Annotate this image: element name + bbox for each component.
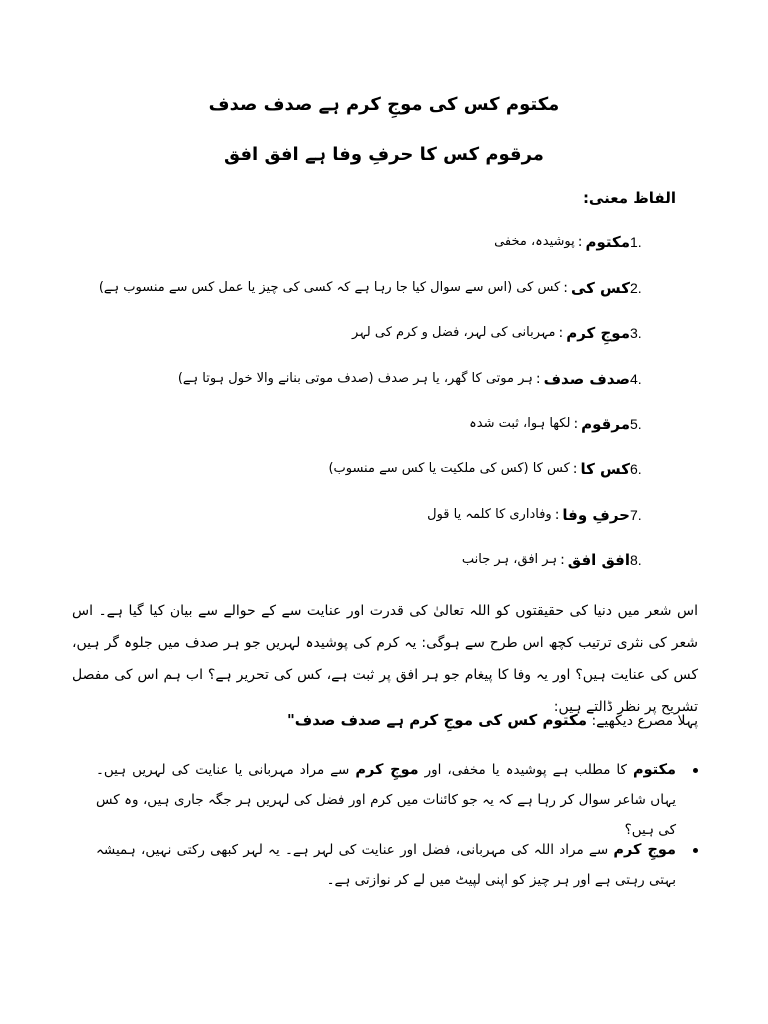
vocabulary-item — [427, 502, 656, 528]
vocabulary-separator: : — [558, 325, 564, 341]
vocabulary-item — [494, 229, 656, 255]
vocabulary-number: 4. — [630, 371, 642, 387]
first-line-prefix: پہلا مصرع دیکھیے: — [587, 713, 698, 729]
vocabulary-separator: : — [535, 371, 541, 387]
vocabulary-number: 5. — [630, 416, 642, 432]
explanation-paragraph: اس شعر میں دنیا کی حقیقتوں کو اللہ تعالیٰ کی قدرت اور عنایت سے کے حوالے سے بیان کیا گیا ہے۔ اس شعر کی نثری ترتیب کچھ اس طرح سے ہوگی: یہ کرم کی پوشیدہ لہریں جو ہر صدف میں جلوہ گر ہیں، کس کی عنایت ہیں؟ اور یہ وفا کا پیغام جو ہر افق پر ثبت ہے، کس کی تحریر ہے؟ اب ہم اس کی مفصل تشریح پر نظر ڈالتے ہیں: — [72, 603, 698, 715]
vocabulary-meaning: ہر موتی کا گھر، یا ہر صدف (صدف موتی بنانے والا خول ہوتا ہے) — [177, 371, 533, 386]
vocabulary-term: حرفِ وفا — [562, 506, 630, 524]
vocabulary-term: مکتوم — [585, 233, 630, 251]
bullet-term-2: موجِ کرم — [355, 762, 419, 778]
bullet-term: موجِ کرم — [613, 842, 676, 858]
first-line-quote: مکتوم کس کی موجِ کرم ہے صدف صدف" — [286, 711, 588, 729]
vocabulary-term: کس کی — [570, 279, 630, 297]
vocabulary-number: 7. — [630, 507, 642, 523]
vocabulary-term: مرقوم — [581, 415, 630, 433]
bullet-item — [96, 755, 698, 845]
vocabulary-separator: : — [577, 234, 583, 250]
vocabulary-number: 2. — [630, 280, 642, 296]
bullet-term: مکتوم — [632, 762, 676, 778]
bullet-text: کا مطلب ہے پوشیدہ یا مخفی، اور — [418, 762, 633, 778]
vocabulary-number: 8. — [630, 552, 642, 568]
vocabulary-number: 3. — [630, 325, 642, 341]
bullet-icon — [693, 768, 698, 773]
bullet-icon — [693, 848, 698, 853]
vocabulary-separator: : — [572, 461, 578, 477]
vocabulary-item — [469, 411, 656, 437]
vocabulary-meaning: کس کا (کس کی ملکیت یا کس سے منسوب) — [328, 461, 570, 476]
vocabulary-separator: : — [554, 507, 560, 523]
verse-line-2: مرقوم کس کا حرفِ وفا ہے افق افق — [224, 144, 544, 165]
bullet-text: سے مراد اللہ کی مہربانی، فضل اور عنایت کی لہر ہے۔ یہ لہر کبھی رکتی نہیں، ہمیشہ بہتی رہتی ہے اور ہر چیز کو اپنی لپیٹ میں لے کر نوازتی ہے۔ — [96, 842, 676, 888]
bullet-text-2: سے مراد مہربانی یا عنایت کی لہریں ہیں۔ یہاں شاعر سوال کر رہا ہے کہ یہ جو کائنات میں کرم اور فضل کی لہریں ہر جگہ جاری ہیں، وہ کس کی ہیں؟ — [96, 762, 676, 838]
vocabulary-term: کس کا — [580, 460, 630, 478]
vocabulary-meaning: ہر افق، ہر جانب — [461, 552, 558, 567]
vocabulary-number: 6. — [630, 461, 642, 477]
vocabulary-separator: : — [573, 416, 579, 432]
vocabulary-separator: : — [563, 280, 568, 296]
vocabulary-term: افق افق — [567, 551, 630, 569]
first-line-heading — [72, 707, 698, 734]
verse-line-1: مکتوم کس کی موجِ کرم ہے صدف صدف — [208, 94, 560, 115]
vocabulary-item — [352, 320, 656, 346]
vocabulary-item — [462, 547, 656, 573]
vocabulary-meaning: مہربانی کی لہر، فضل و کرم کی لہر — [352, 325, 556, 340]
bullet-item — [96, 835, 698, 895]
vocabulary-meaning: وفاداری کا کلمہ یا قول — [427, 507, 552, 522]
vocabulary-term: صدف صدف — [543, 370, 630, 388]
vocabulary-term: موجِ کرم — [566, 324, 630, 342]
vocabulary-number: 1. — [630, 234, 642, 250]
vocabulary-item — [99, 275, 656, 301]
vocabulary-meaning: کس کی (اس سے سوال کیا جا رہا ہے کہ کسی کی چیز یا عمل کس سے منسوب ہے) — [98, 280, 561, 295]
vocabulary-separator: : — [560, 552, 565, 568]
vocabulary-item — [328, 456, 656, 482]
vocabulary-heading: الفاظ معنی: — [582, 189, 676, 207]
vocabulary-item — [178, 366, 656, 392]
vocabulary-meaning: لکھا ہوا، ثبت شدہ — [469, 416, 571, 431]
vocabulary-meaning: پوشیدہ، مخفی — [494, 234, 575, 249]
